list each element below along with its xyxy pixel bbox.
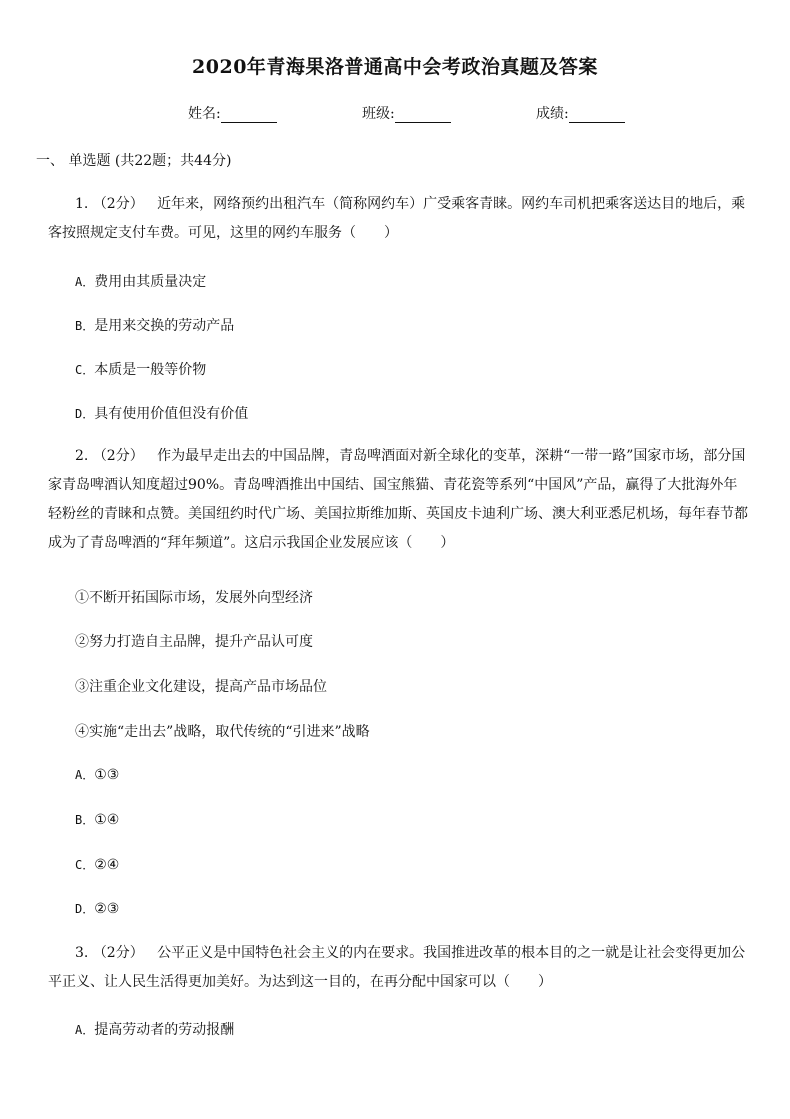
q2-option-c: C．②④: [75, 857, 120, 873]
q2-option-b: B．①④: [75, 812, 120, 828]
q2-statement-2: ②努力打造自主品牌，提升产品认可度: [75, 634, 313, 650]
student-info-row: [0, 103, 790, 125]
question-points: （2分）: [92, 196, 144, 212]
question-text: 近年来，网络预约出租汽车（简称网约车）广受乘客青睐。网约车司机把乘客送达目的地后，乘客按照规定支付车费。可见，这里的网约车服务（ ）: [48, 196, 746, 241]
q2-statement-4: ④实施“走出去”战略，取代传统的“引进来”战略: [75, 724, 370, 740]
page-title: 2020年青海果洛普通高中会考政治真题及答案: [192, 56, 598, 78]
section-heading: 一、 单选题 (共22题；共44分): [36, 153, 232, 169]
question-text: 作为最早走出去的中国品牌，青岛啤酒面对新全球化的变革，深耕“一带一路”国家市场，部分国家青岛啤酒认知度超过90%。青岛啤酒推出中国结、国宝熊猫、青花瓷等系列“中国风”产品，赢得了大批海外年轻粉丝的青睐和点赞。美国纽约时代广场、美国拉斯维加斯、英国皮卡迪利广场、澳大利亚悉尼机场，每年春节都成为了青岛啤酒的“拜年频道”。这启示我国企业发展应该（ ）: [48, 448, 748, 551]
question-text: 公平正义是中国特色社会主义的内在要求。我国推进改革的根本目的之一就是让社会变得更加公平正义、让人民生活得更加美好。为达到这一目的，在再分配中国家可以（ ）: [48, 945, 746, 990]
question-number: 1.: [75, 196, 89, 212]
score-field: [536, 103, 625, 123]
q3-option-a: A．提高劳动者的劳动报酬: [75, 1022, 235, 1038]
question-number: 2.: [75, 448, 89, 464]
q2-statement-3: ③注重企业文化建设，提高产品市场品位: [75, 679, 327, 695]
q2-option-a: A．①③: [75, 767, 120, 783]
q1-option-d: D．具有使用价值但没有价值: [75, 406, 249, 422]
q2-option-d: D．②③: [75, 901, 120, 917]
class-field: [362, 103, 451, 123]
name-label: 姓名:: [188, 106, 221, 122]
q2-statement-1: ①不断开拓国际市场，发展外向型经济: [75, 590, 313, 606]
question-3: [48, 939, 748, 997]
q1-option-b: B．是用来交换的劳动产品: [75, 318, 235, 334]
score-blank: [569, 107, 625, 123]
question-1: [48, 190, 748, 248]
class-blank: [395, 107, 451, 123]
name-blank: [221, 107, 277, 123]
question-points: （2分）: [92, 945, 144, 961]
score-label: 成绩:: [536, 106, 569, 122]
question-number: 3.: [75, 945, 89, 961]
class-label: 班级:: [362, 106, 395, 122]
q1-option-c: C．本质是一般等价物: [75, 362, 207, 378]
name-field: [188, 103, 277, 123]
question-2: [48, 442, 748, 558]
q1-option-a: A．费用由其质量决定: [75, 274, 207, 290]
question-points: （2分）: [92, 448, 144, 464]
